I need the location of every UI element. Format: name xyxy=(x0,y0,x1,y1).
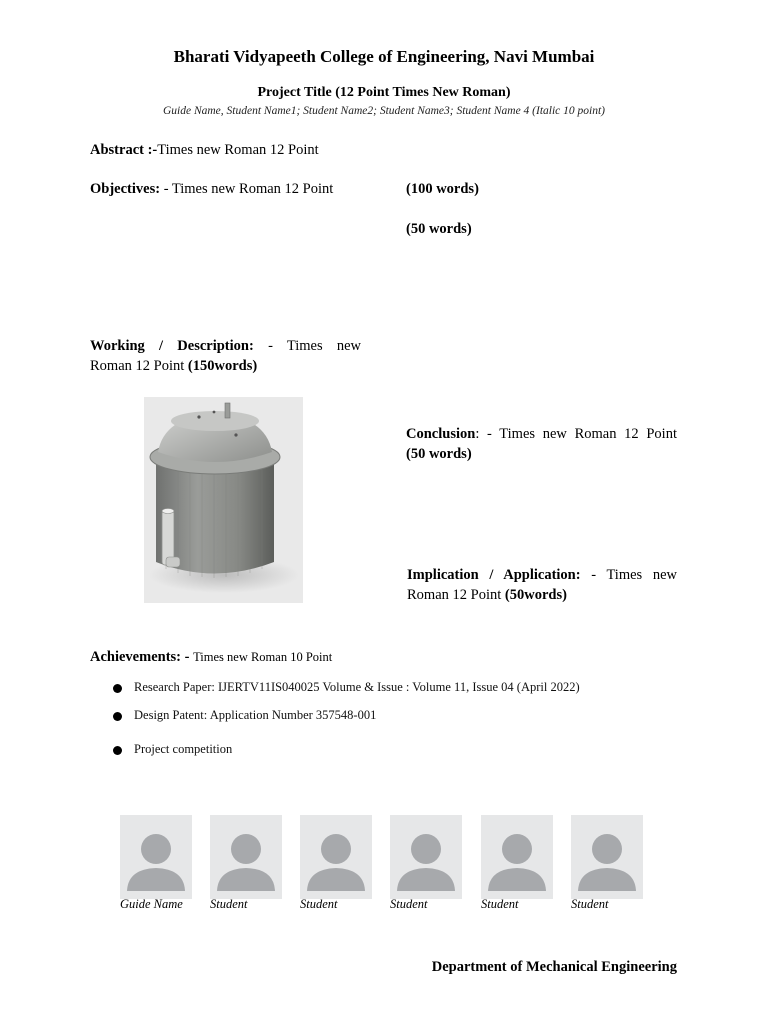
abstract-label: Abstract :- xyxy=(90,142,158,158)
implication-word-count: (50words) xyxy=(504,586,567,603)
working-word-count: (150words) xyxy=(187,357,258,374)
photo-caption: Student xyxy=(571,897,609,911)
conclusion-word-count: (50 words) xyxy=(406,445,472,462)
user-avatar-icon xyxy=(481,815,553,899)
user-avatar-icon xyxy=(571,815,643,899)
objectives-text: - Times new Roman 12 Point xyxy=(160,181,334,197)
working-line1 xyxy=(90,337,361,357)
photo-caption: Guide Name xyxy=(120,897,183,911)
student-photo-placeholder xyxy=(210,815,282,899)
guide-photo-placeholder xyxy=(120,815,192,899)
photo-caption: Student xyxy=(481,897,519,911)
vessel-render-icon xyxy=(144,397,303,603)
working-text-1: - Times new xyxy=(268,338,361,354)
abstract-text: Times new Roman 12 Point xyxy=(157,142,319,158)
user-avatar-icon xyxy=(390,815,462,899)
project-title: Project Title (12 Point Times New Roman) xyxy=(257,85,511,100)
student-photo-placeholder xyxy=(571,815,643,899)
conclusion-label: Conclusion xyxy=(406,426,476,442)
photo-caption: Student xyxy=(300,897,338,911)
names-line: Guide Name, Student Name1; Student Name2; Student Name3; Student Name 4 (Italic 10 point) xyxy=(162,105,606,117)
implication-text-1: - Times new xyxy=(591,567,677,583)
implication-text-2: Roman 12 Point xyxy=(407,586,502,603)
achievements-label: Achievements: - xyxy=(90,649,190,665)
working-section xyxy=(90,337,361,376)
conclusion-line1 xyxy=(406,425,677,445)
objectives-word-count: (50 words) xyxy=(406,221,472,237)
achievements-heading xyxy=(90,648,332,668)
student-photo-placeholder xyxy=(300,815,372,899)
project-image xyxy=(144,397,303,603)
objectives-section xyxy=(90,180,333,200)
implication-line1 xyxy=(407,566,677,586)
conclusion-text: : - Times new Roman 12 Point xyxy=(475,426,677,442)
user-avatar-icon xyxy=(120,815,192,899)
working-line2 xyxy=(90,357,361,377)
abstract-word-count: (100 words) xyxy=(406,181,479,197)
working-text-2: Roman 12 Point xyxy=(90,357,185,374)
student-photo-placeholder xyxy=(390,815,462,899)
bullet-icon xyxy=(113,684,122,693)
working-label: Working / Description: xyxy=(90,338,254,354)
achievements-note: Times new Roman 10 Point xyxy=(193,650,333,664)
photo-caption: Student xyxy=(210,897,248,911)
abstract-section xyxy=(90,141,319,161)
achievement-item: Project competition xyxy=(134,742,233,756)
user-avatar-icon xyxy=(300,815,372,899)
bullet-icon xyxy=(113,712,122,721)
implication-line2 xyxy=(407,586,677,606)
bullet-icon xyxy=(113,746,122,755)
conclusion-section xyxy=(406,425,677,464)
achievement-item: Design Patent: Application Number 357548-001 xyxy=(134,708,377,722)
student-photo-placeholder xyxy=(481,815,553,899)
objectives-label: Objectives: xyxy=(90,181,161,197)
department-footer: Department of Mechanical Engineering xyxy=(431,959,677,975)
implication-section xyxy=(407,566,677,605)
photo-caption: Student xyxy=(390,897,428,911)
achievement-item: Research Paper: IJERTV11IS040025 Volume & Issue : Volume 11, Issue 04 (April 2022) xyxy=(134,680,580,694)
college-title: Bharati Vidyapeeth College of Engineering, Navi Mumbai xyxy=(173,47,595,66)
user-avatar-icon xyxy=(210,815,282,899)
implication-label: Implication / Application: xyxy=(407,567,581,583)
